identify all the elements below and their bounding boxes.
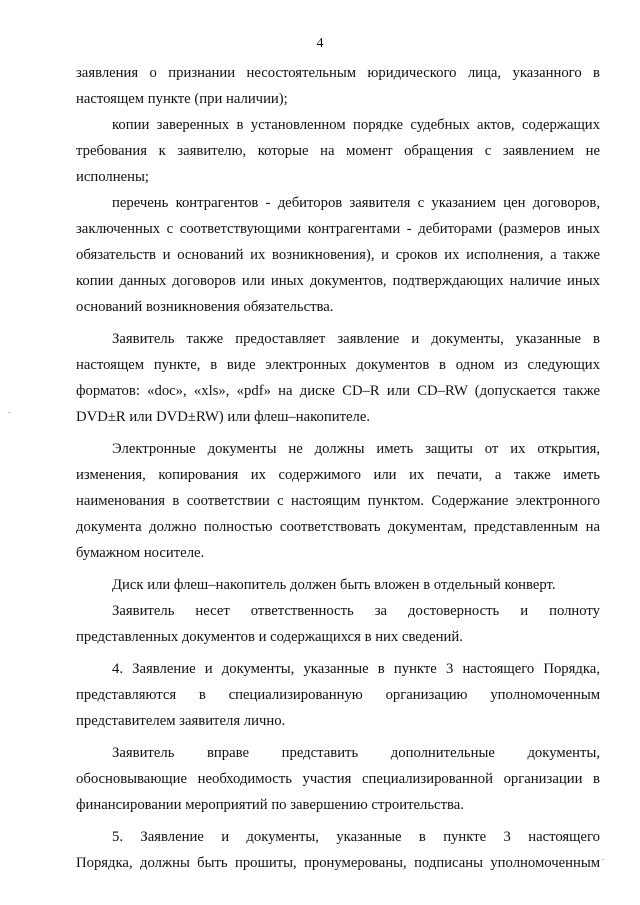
text-line: форматов: «doc», «xls», «pdf» на диске CD–R или CD–RW (допускается также: [76, 383, 600, 399]
paragraph: [76, 824, 600, 876]
text-line: Порядка, должны быть прошиты, пронумерованы, подписаны уполномоченным: [76, 855, 600, 871]
text-line: обязательств и оснований их возникновения), и сроков их исполнения, а также: [76, 247, 600, 263]
paragraph: [76, 326, 600, 430]
text-line: изменения, копирования их содержимого или их печати, а также иметь: [76, 467, 600, 483]
text-line: представляются в специализированную организацию уполномоченным: [76, 687, 600, 703]
page-number: 4: [316, 36, 324, 51]
text-line: Заявитель также предоставляет заявление и документы, указанные в: [112, 331, 600, 347]
text-line: DVD±R или DVD±RW) или флеш–накопителе.: [76, 409, 371, 425]
text-line: 4. Заявление и документы, указанные в пункте 3 настоящего Порядка,: [112, 661, 600, 677]
text-line: Диск или флеш–накопитель должен быть вложен в отдельный конверт.: [112, 577, 556, 593]
paragraph: [76, 112, 600, 190]
text-line: бумажном носителе.: [76, 545, 205, 561]
paragraph: [76, 598, 600, 650]
text-line: заявления о признании несостоятельным юридического лица, указанного в: [76, 65, 600, 81]
text-line: наименования в соответствии с настоящим пунктом. Содержание электронного: [76, 493, 600, 509]
text-line: представленных документов и содержащихся в них сведений.: [76, 629, 463, 645]
text-line: требования к заявителю, которые на момент обращения с заявлением не: [76, 143, 600, 159]
text-line: Заявитель несет ответственность за достоверность и полноту: [112, 603, 600, 619]
text-line: 5. Заявление и документы, указанные в пункте 3 настоящего: [112, 829, 600, 845]
paragraph: [76, 60, 600, 112]
text-line: копии данных договоров или иных документов, подтверждающих наличие иных: [76, 273, 600, 289]
text-line: перечень контрагентов - дебиторов заявителя с указанием цен договоров,: [112, 195, 600, 211]
paragraph: [76, 190, 600, 320]
text-line: настоящем пункте (при наличии);: [76, 91, 288, 107]
scan-speck: .: [602, 852, 605, 862]
text-line: настоящем пункте, в виде электронных документов в одном из следующих: [76, 357, 600, 373]
text-line: копии заверенных в установленном порядке судебных актов, содержащих: [112, 117, 600, 133]
text-line: оснований возникновения обязательства.: [76, 299, 334, 315]
paragraph: [76, 572, 600, 598]
paragraph: [76, 740, 600, 818]
text-line: исполнены;: [76, 169, 149, 185]
scan-speck: .: [8, 405, 11, 415]
text-line: документа должно полностью соответствовать документам, представленным на: [76, 519, 600, 535]
text-line: финансировании мероприятий по завершению строительства.: [76, 797, 464, 813]
document-body: [76, 60, 600, 876]
paragraph: [76, 656, 600, 734]
text-line: Заявитель вправе представить дополнительные документы,: [112, 745, 600, 761]
paragraph: [76, 436, 600, 566]
text-line: заключенных с соответствующими контрагентами - дебиторами (размеров иных: [76, 221, 600, 237]
text-line: представителем заявителя лично.: [76, 713, 286, 729]
text-line: обосновывающие необходимость участия специализированной организации в: [76, 771, 600, 787]
text-line: Электронные документы не должны иметь защиты от их открытия,: [112, 441, 600, 457]
